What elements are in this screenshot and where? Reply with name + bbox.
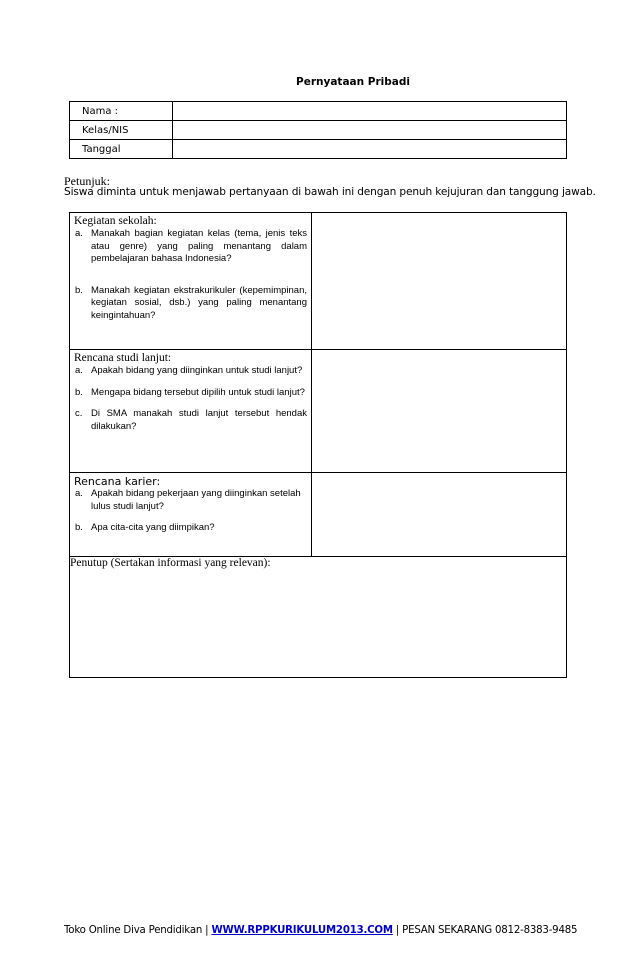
instructions-text: Siswa diminta untuk menjawab pertanyaan di bawah ini dengan penuh kejujuran dan tanggung jawab. <box>64 186 596 198</box>
questions-table <box>69 212 567 678</box>
section-questions <box>70 350 312 473</box>
page-title: Pernyataan Pribadi <box>296 76 410 88</box>
identity-row-kelas <box>70 121 567 140</box>
class-nis-field[interactable] <box>173 121 567 140</box>
question-marker: b. <box>75 284 83 296</box>
question-marker: a. <box>75 488 83 499</box>
section-heading: Rencana karier: <box>74 475 161 488</box>
closing-label: Penutup (Sertakan informasi yang relevan): <box>70 557 271 569</box>
question-item <box>74 365 307 378</box>
question-text: Apa cita-cita yang diimpikan? <box>91 522 215 533</box>
closing-area[interactable] <box>70 557 567 678</box>
date-field[interactable] <box>173 140 567 159</box>
question-text: Manakah bagian kegiatan kelas (tema, jenis teks atau genre) yang paling menantang dalam pembelajaran bahasa Indonesia? <box>91 228 307 264</box>
class-nis-label: Kelas/NIS <box>70 121 173 140</box>
footer-suffix: | PESAN SEKARANG 0812-8383-9485 <box>395 925 578 936</box>
question-marker: b. <box>75 386 83 398</box>
question-marker: c. <box>75 408 83 419</box>
identity-row-tanggal <box>70 140 567 159</box>
question-text: Mengapa bidang tersebut dipilih untuk studi lanjut? <box>91 386 305 398</box>
question-item <box>74 387 307 400</box>
footer-website-link[interactable]: WWW.RPPKURIKULUM2013.COM <box>211 925 393 936</box>
question-text: Di SMA manakah studi lanjut tersebut hendak dilakukan? <box>91 408 307 432</box>
identity-row-nama <box>70 102 567 121</box>
footer-prefix: Toko Online Diva Pendidikan | <box>64 925 209 936</box>
identity-table <box>69 101 567 159</box>
question-text: Apakah bidang yang diinginkan untuk studi lanjut? <box>91 365 303 376</box>
section-row-kegiatan <box>70 213 567 350</box>
section-row-studi <box>70 350 567 473</box>
question-marker: a. <box>75 365 83 376</box>
question-text: Manakah kegiatan ekstrakurikuler (kepemimpinan, kegiatan sosial, dsb.) yang paling menantang keingintahuan? <box>91 284 307 321</box>
instructions-heading: Petunjuk: <box>64 174 111 188</box>
answer-area[interactable] <box>312 350 567 473</box>
name-field[interactable] <box>173 102 567 121</box>
question-item <box>74 488 307 513</box>
section-row-karier <box>70 473 567 557</box>
question-marker: a. <box>75 228 83 239</box>
date-label: Tanggal <box>70 140 173 159</box>
question-text: Apakah bidang pekerjaan yang diinginkan setelah lulus studi lanjut? <box>91 488 301 512</box>
section-heading: Rencana studi lanjut: <box>74 352 172 364</box>
answer-area[interactable] <box>312 213 567 350</box>
question-item <box>74 408 307 433</box>
question-item <box>74 228 307 266</box>
section-questions <box>70 473 312 557</box>
question-marker: b. <box>75 522 83 533</box>
footer <box>64 925 584 936</box>
section-heading: Kegiatan sekolah: <box>74 215 157 227</box>
question-item <box>74 285 307 323</box>
section-questions <box>70 213 312 350</box>
answer-area[interactable] <box>312 473 567 557</box>
closing-row <box>70 557 567 678</box>
question-item <box>74 522 307 535</box>
name-label: Nama : <box>70 102 173 121</box>
